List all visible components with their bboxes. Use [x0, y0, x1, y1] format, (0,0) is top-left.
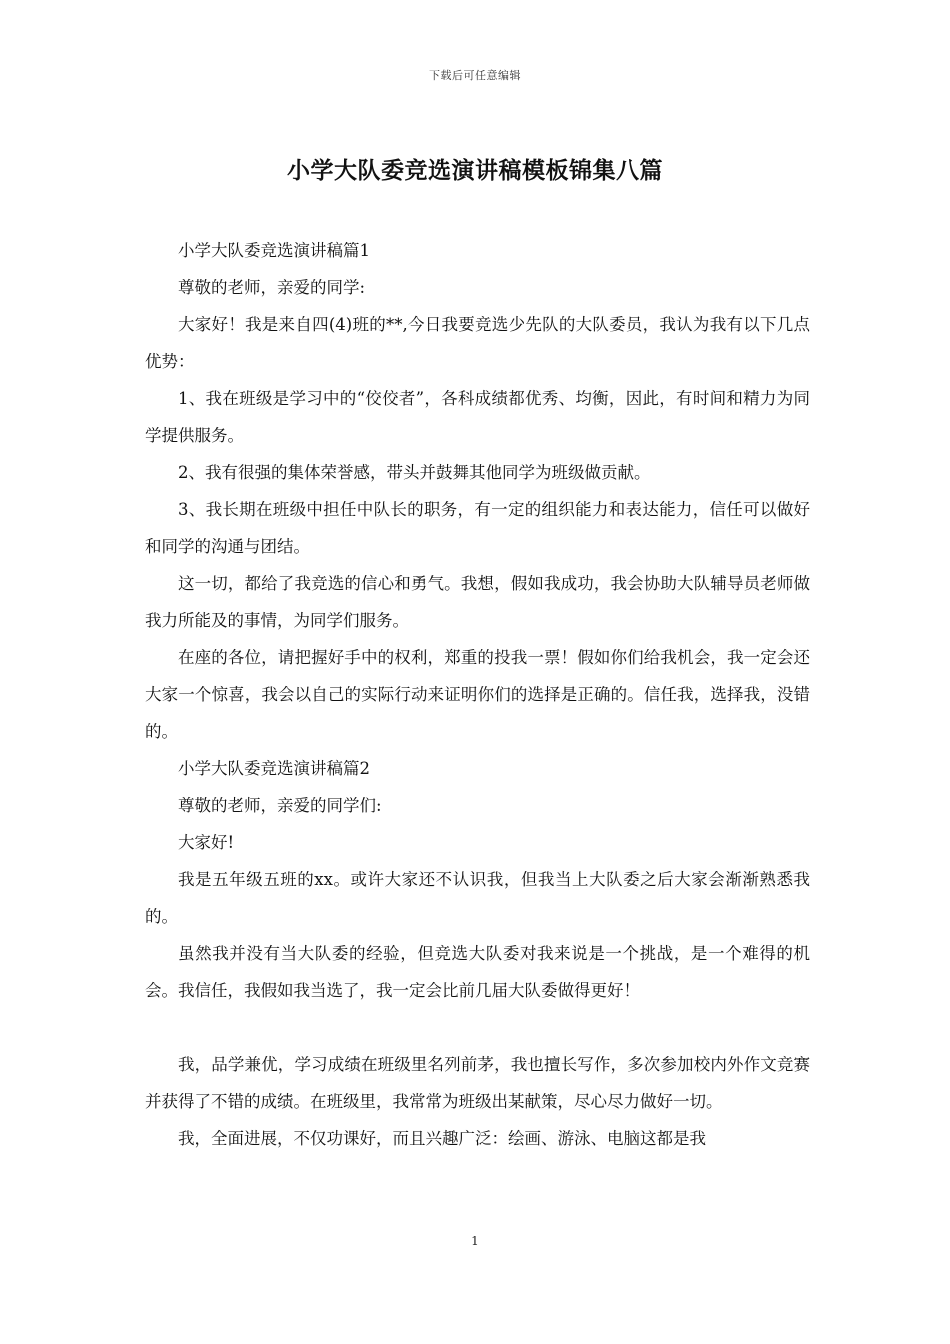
paragraph: 虽然我并没有当大队委的经验，但竞选大队委对我来说是一个挑战，是一个难得的机会。我信任，我假如我当选了，我一定会比前几届大队委做得更好！	[145, 944, 810, 1000]
paragraph: 我，品学兼优，学习成绩在班级里名列前茅，我也擅长写作，多次参加校内外作文竞赛并获得了不错的成绩。在班级里，我常常为班级出某献策，尽心尽力做好一切。	[145, 1055, 810, 1111]
page-number: 1	[471, 1234, 479, 1248]
paragraph: 我，全面进展，不仅功课好，而且兴趣广泛：绘画、游泳、电脑这都是我	[178, 1129, 706, 1148]
header-note: 下载后可任意编辑	[429, 69, 521, 82]
paragraph: 1、我在班级是学习中的“佼佼者”，各科成绩都优秀、均衡，因此，有时间和精力为同学提供服务。	[145, 389, 810, 445]
paragraph: 3、我长期在班级中担任中队长的职务，有一定的组织能力和表达能力，信任可以做好和同学的沟通与团结。	[145, 500, 810, 556]
document-body	[145, 232, 810, 1157]
paragraph: 小学大队委竞选演讲稿篇1	[178, 241, 370, 260]
paragraph: 小学大队委竞选演讲稿篇2	[178, 759, 370, 778]
document-title: 小学大队委竞选演讲稿模板锦集八篇	[287, 157, 663, 184]
paragraph: 这一切，都给了我竞选的信心和勇气。我想，假如我成功，我会协助大队辅导员老师做我力所能及的事情，为同学们服务。	[145, 574, 810, 630]
paragraph: 大家好！我是来自四(4)班的**,今日我要竞选少先队的大队委员，我认为我有以下几点优势：	[145, 315, 810, 371]
paragraph: 我是五年级五班的xx。或许大家还不认识我，但我当上大队委之后大家会渐渐熟悉我的。	[145, 870, 810, 926]
paragraph: 大家好!	[178, 833, 235, 852]
paragraph: 尊敬的老师，亲爱的同学:	[178, 278, 366, 297]
paragraph: 尊敬的老师，亲爱的同学们:	[178, 796, 382, 815]
paragraph: 在座的各位，请把握好手中的权利，郑重的投我一票！假如你们给我机会，我一定会还大家一个惊喜，我会以自己的实际行动来证明你们的选择是正确的。信任我，选择我，没错的。	[145, 648, 810, 741]
paragraph: 2、我有很强的集体荣誉感，带头并鼓舞其他同学为班级做贡献。	[178, 463, 651, 482]
